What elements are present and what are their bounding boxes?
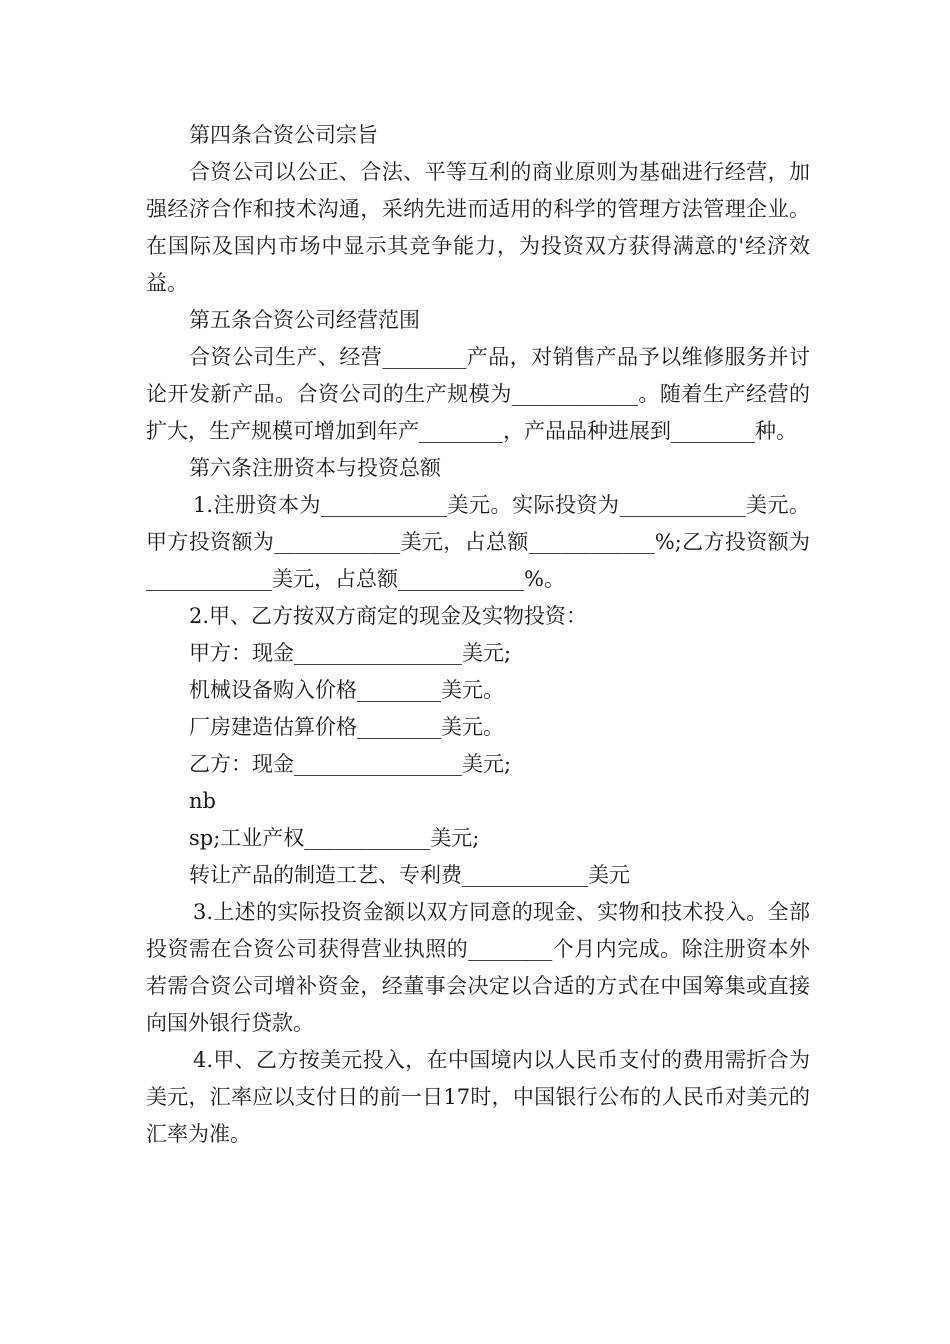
document-page (146, 117, 810, 1153)
article-4-body: 合资公司以公正、合法、平等互利的商业原则为基础进行经营，加强经济合作和技术沟通，采纳先进而适用的科学的管理方法管理企业。在国际及国内市场中显示其竞争能力，为投资双方获得满意的'经济效益。 (146, 160, 810, 295)
party-b-industrial-property: sp;工业产权____________美元; (189, 826, 480, 850)
article-6-clause-1: 1.注册资本为____________美元。实际投资为____________美元。甲方投资额为____________美元，占总额____________%;乙方投资额为____________美元，占总额____________%。 (146, 493, 810, 591)
party-a-building: 厂房建造估算价格________美元。 (189, 715, 504, 739)
article-4-heading: 第四条合资公司宗旨 (189, 123, 378, 147)
party-b-process-patent-fee: 转让产品的制造工艺、专利费____________美元 (189, 863, 630, 887)
stray-text-nb: nb (189, 789, 216, 813)
party-a-machinery: 机械设备购入价格________美元。 (189, 678, 504, 702)
party-a-cash: 甲方：现金________________美元; (189, 641, 512, 665)
article-6-clause-3: 3.上述的实际投资金额以双方同意的现金、实物和技术投入。全部投资需在合资公司获得营业执照的________个月内完成。除注册资本外若需合资公司增补资金，经董事会决定以合适的方式在中国筹集或直接向国外银行贷款。 (146, 900, 810, 1035)
party-b-cash: 乙方：现金________________美元; (189, 752, 512, 776)
article-5-heading: 第五条合资公司经营范围 (189, 308, 420, 332)
article-5-body: 合资公司生产、经营________产品，对销售产品予以维修服务并讨论开发新产品。合资公司的生产规模为____________。随着生产经营的扩大，生产规模可增加到年产________，产品品种进展到________种。 (146, 345, 810, 443)
article-6-heading: 第六条注册资本与投资总额 (189, 456, 441, 480)
article-6-clause-2: 2.甲、乙方按双方商定的现金及实物投资： (189, 604, 588, 628)
article-6-clause-4: 4.甲、乙方按美元投入，在中国境内以人民币支付的费用需折合为美元，汇率应以支付日的前一日17时，中国银行公布的人民币对美元的汇率为准。 (146, 1048, 810, 1146)
